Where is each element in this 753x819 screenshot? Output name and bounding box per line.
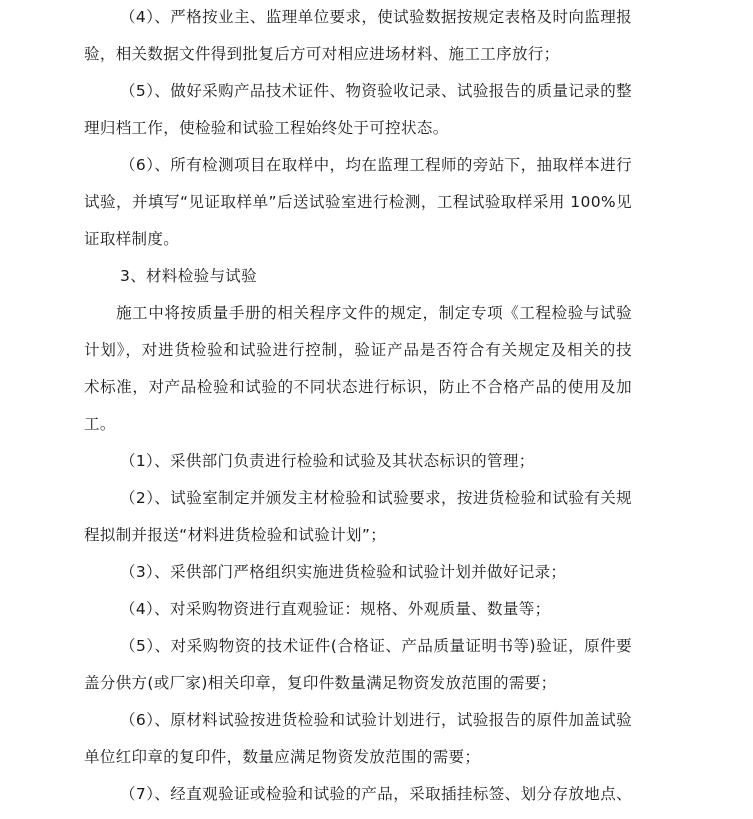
text-line: 程拟制并报送“材料进货检验和试验计划”； [84, 526, 387, 544]
text-line: 计划》，对进货检验和试验进行控制，验证产品是否符合有关规定及相关的技 [84, 341, 632, 359]
text-line: 盖分供方(或厂家)相关印章，复印件数量满足物资发放范围的需要； [84, 674, 557, 692]
text-line: 试验，并填写“见证取样单”后送试验室进行检测，工程试验取样采用 100%见 [84, 193, 632, 211]
text-line: 工。 [84, 415, 116, 433]
text-line: 证取样制度。 [84, 230, 180, 248]
text-line: 施工中将按质量手册的相关程序文件的规定，制定专项《工程检验与试验 [116, 304, 632, 322]
text-line: （3）、采供部门严格组织实施进货检验和试验计划并做好记录； [120, 563, 567, 581]
text-line: 单位红印章的复印件，数量应满足物资发放范围的需要； [84, 748, 481, 766]
text-line: （5）、做好采购产品技术证件、物资验收记录、试验报告的质量记录的整 [120, 82, 632, 100]
text-line: 理归档工作，使检验和试验工程始终处于可控状态。 [84, 119, 449, 137]
text-line: （6）、原材料试验按进货检验和试验计划进行，试验报告的原件加盖试验 [120, 711, 632, 729]
text-line: 验，相关数据文件得到批复后方可对相应进场材料、施工工序放行； [84, 45, 560, 63]
text-line: （6）、所有检测项目在取样中，均在监理工程师的旁站下，抽取样本进行 [120, 156, 632, 174]
text-line: （2）、试验室制定并颁发主材检验和试验要求，按进货检验和试验有关规 [120, 489, 632, 507]
text-line: （1）、采供部门负责进行检验和试验及其状态标识的管理； [120, 452, 535, 470]
text-line: 术标准，对产品检验和试验的不同状态进行标识，防止不合格产品的使用及加 [84, 378, 632, 396]
text-line: （5）、对采购物资的技术证件(合格证、产品质量证明书等)验证，原件要 [120, 637, 632, 655]
text-line: （7）、经直观验证或检验和试验的产品，采取插挂标签、划分存放地点、 [120, 785, 632, 803]
section-heading: 3、材料检验与试验 [120, 267, 258, 285]
text-line: （4）、严格按业主、监理单位要求，使试验数据按规定表格及时向监理报 [120, 8, 632, 26]
text-line: （4）、对采购物资进行直观验证：规格、外观质量、数量等； [120, 600, 551, 618]
